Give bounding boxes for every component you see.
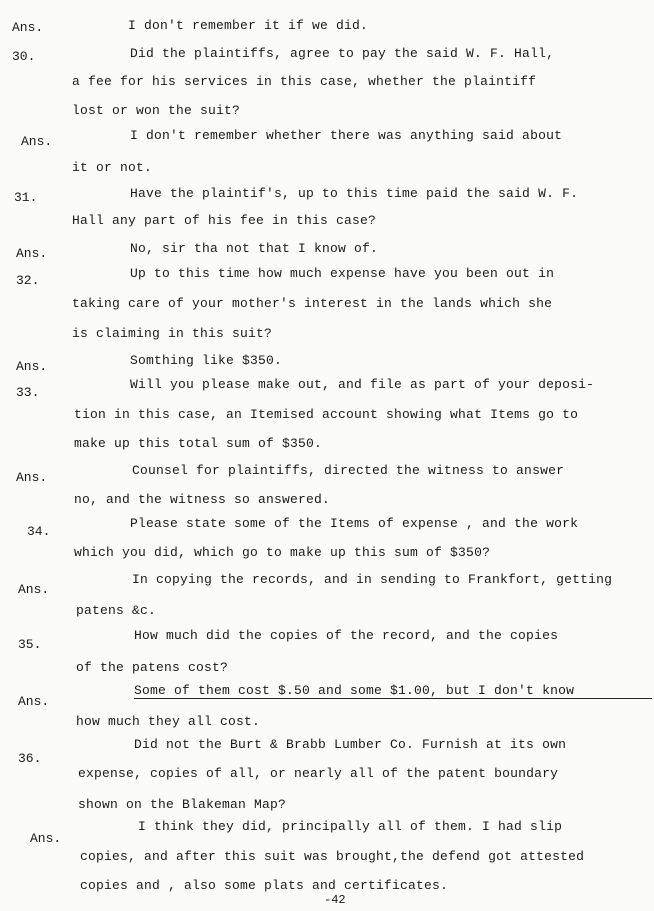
entry-label: Ans. <box>16 470 48 485</box>
entry-label: Ans. <box>16 359 48 374</box>
entry-label: 36. <box>18 751 42 766</box>
entry-line: of the patens cost? <box>76 660 229 675</box>
entry-line: Did the plaintiffs, agree to pay the said W. F. Hall, <box>130 46 555 61</box>
entry-line: No, sir tha not that I know of. <box>130 241 379 256</box>
entry-line: I think they did, principally all of them. I had slip <box>138 819 563 834</box>
entry-label: 35. <box>18 637 42 652</box>
entry-line: expense, copies of all, or nearly all of the patent boundary <box>78 766 559 781</box>
entry-line: Hall any part of his fee in this case? <box>72 213 377 228</box>
entry-line: Have the plaintif's, up to this time paid the said W. F. <box>130 186 579 201</box>
entry-line: Up to this time how much expense have you been out in <box>130 266 555 281</box>
underline-rule <box>134 698 652 699</box>
entry-line: which you did, which go to make up this sum of $350? <box>74 545 491 560</box>
entry-line: I don't remember it if we did. <box>128 18 369 33</box>
entry-line: how much they all cost. <box>76 714 261 729</box>
entry-label: Ans. <box>30 831 62 846</box>
entry-line: lost or won the suit? <box>72 103 241 118</box>
entry-line: Did not the Burt & Brabb Lumber Co. Furnish at its own <box>134 737 567 752</box>
entry-line: taking care of your mother's interest in the lands which she <box>72 296 553 311</box>
entry-line: Counsel for plaintiffs, directed the witness to answer <box>132 463 565 478</box>
entry-label: 32. <box>16 273 40 288</box>
entry-line: patens &c. <box>76 603 157 618</box>
entry-line: tion in this case, an Itemised account showing what Items go to <box>74 407 579 422</box>
entry-line: make up this total sum of $350. <box>74 436 323 451</box>
entry-line: Will you please make out, and file as part of your deposi- <box>130 377 595 392</box>
entry-label: Ans. <box>18 582 50 597</box>
entry-label: 34. <box>27 524 51 539</box>
entry-line: is claiming in this suit? <box>72 326 273 341</box>
entry-line: Please state some of the Items of expense , and the work <box>130 516 579 531</box>
entry-label: 30. <box>12 49 36 64</box>
entry-line: a fee for his services in this case, whether the plaintiff <box>72 74 537 89</box>
entry-line: Somthing like $350. <box>130 353 283 368</box>
entry-label: Ans. <box>21 134 53 149</box>
entry-line: How much did the copies of the record, and the copies <box>134 628 559 643</box>
entry-line: Some of them cost $.50 and some $1.00, but I don't know <box>134 683 575 698</box>
entry-line: copies, and after this suit was brought,the defend got attested <box>80 849 585 864</box>
entry-line: In copying the records, and in sending to Frankfort, getting <box>132 572 613 587</box>
entry-line: I don't remember whether there was anything said about <box>130 128 563 143</box>
entry-line: no, and the witness so answered. <box>74 492 331 507</box>
entry-line: copies and , also some plats and certificates. <box>80 878 449 893</box>
entry-label: 33. <box>16 385 40 400</box>
entry-label: Ans. <box>12 20 44 35</box>
entry-label: Ans. <box>18 694 50 709</box>
entry-label: Ans. <box>16 246 48 261</box>
entry-label: 31. <box>14 190 38 205</box>
entry-line: it or not. <box>72 160 153 175</box>
entry-line: shown on the Blakeman Map? <box>78 797 287 812</box>
page-number: -42 <box>324 893 346 907</box>
